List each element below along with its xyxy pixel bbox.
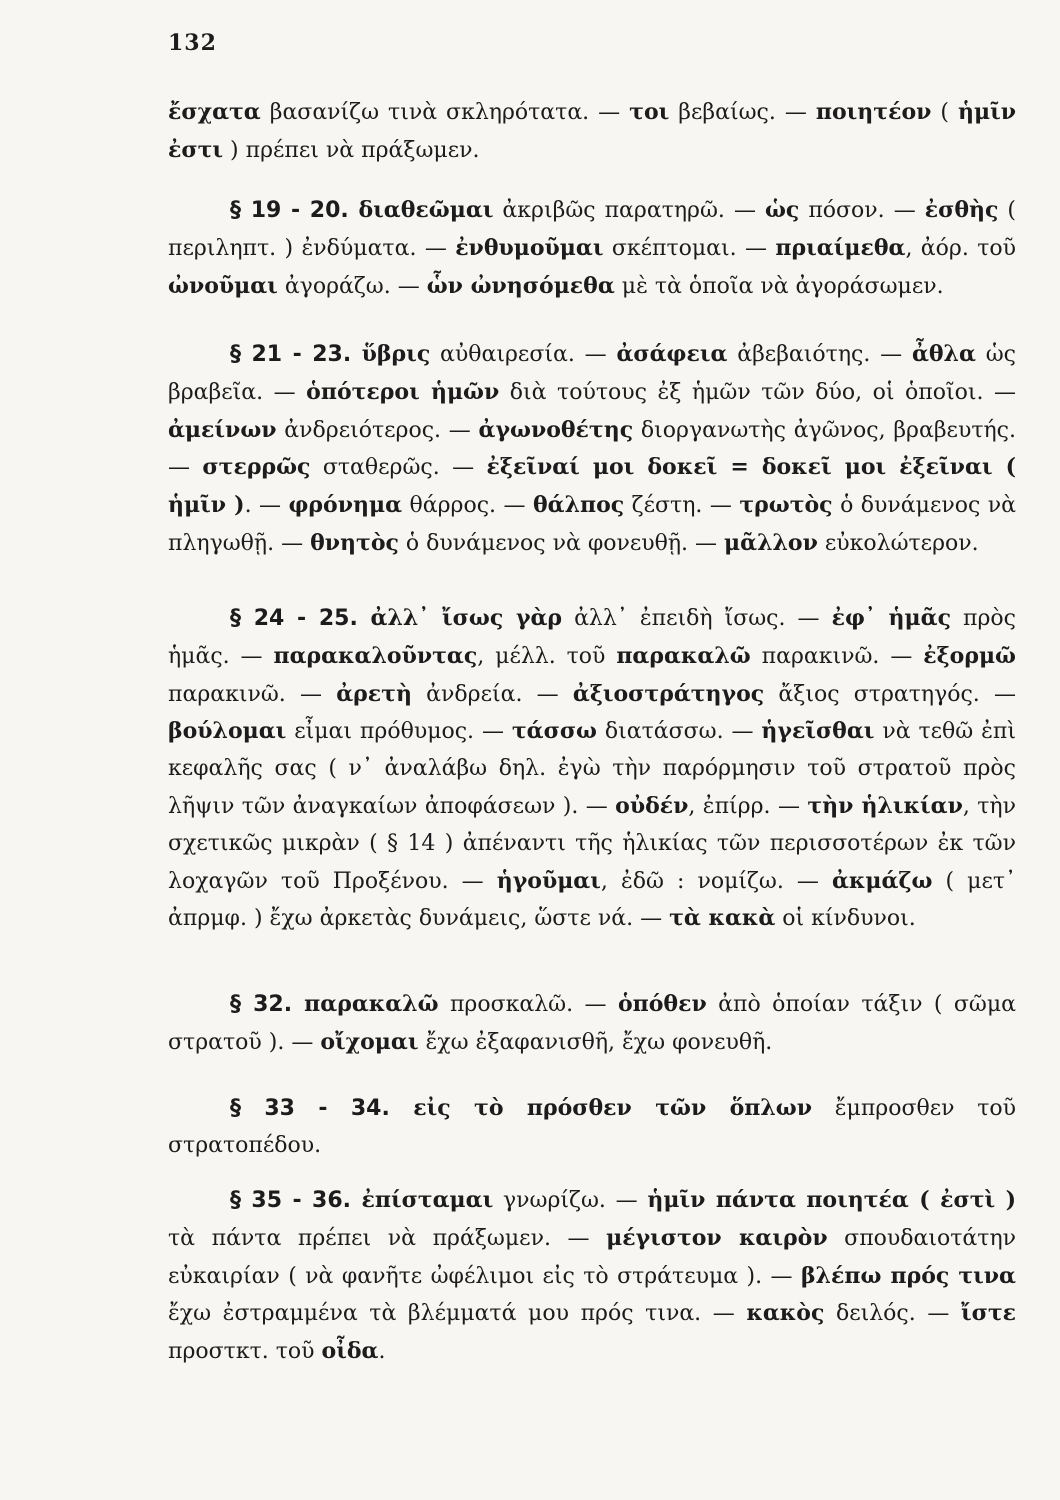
glossary-term: τὴν ἡλικίαν bbox=[807, 792, 963, 819]
page-number: 132 bbox=[168, 30, 217, 56]
glossary-term: ὠνοῦμαι bbox=[168, 272, 278, 299]
glossary-term: βλέπω πρός τινα bbox=[800, 1262, 1016, 1289]
glossary-term: ἀμείνων bbox=[168, 416, 277, 443]
glossary-term: ὁπότεροι ἡμῶν bbox=[306, 378, 500, 405]
glossary-term: τὰ κακὰ bbox=[669, 905, 776, 932]
gloss-text: ( bbox=[931, 100, 958, 125]
glossary-term: διαθεῶμαι bbox=[358, 197, 494, 223]
gloss-text: ζέστη. — bbox=[624, 493, 740, 519]
gloss-text: . bbox=[378, 1339, 386, 1365]
gloss-text: ( περιληπτ. ) ἐνδύματα. — bbox=[168, 198, 1016, 261]
gloss-text: , τὴν σχετικῶς μικρὰν ( § 14 ) ἀπέναντι τῆς ἡλικίας τῶν περισσοτέρων ἐκ τῶν λοχαγῶν τοῦ Προξένου. — bbox=[168, 793, 1016, 894]
glossary-term: στερρῶς bbox=[202, 454, 311, 481]
glossary-term: ἐφ᾽ ἡμᾶς bbox=[831, 605, 951, 631]
glossary-term: τοι bbox=[629, 99, 670, 125]
gloss-text: γνωρίζω. — bbox=[493, 1188, 648, 1213]
glossary-term: τρωτὸς bbox=[739, 492, 833, 519]
gloss-text: ἀβεβαιότης. — bbox=[727, 342, 912, 367]
gloss-text: ἄξιος στρατηγός. — bbox=[764, 681, 1017, 707]
glossary-term: ἐνθυμοῦμαι bbox=[455, 234, 604, 261]
glossary-paragraph bbox=[168, 336, 1016, 563]
glossary-paragraph bbox=[168, 600, 1016, 938]
gloss-text: πρὸς ἡμᾶς. — bbox=[168, 606, 1016, 669]
glossary-term: ὧν ὠνησόμεθα bbox=[426, 272, 615, 299]
gloss-text: ἔχω ἐστραμμένα τὰ βλέμματά μου πρός τινα. — bbox=[168, 1301, 747, 1327]
glossary-paragraph bbox=[168, 94, 1016, 170]
gloss-text: διὰ τούτους ἐξ ἡμῶν τῶν δύο, οἱ ὁποῖοι. — bbox=[499, 379, 1017, 405]
glossary-term: πριαίμεθα bbox=[775, 234, 906, 261]
gloss-text: ὁ δυνάμενος νὰ πληγωθῇ. — bbox=[168, 493, 1016, 556]
glossary-term: παρακαλοῦντας bbox=[273, 642, 478, 669]
gloss-text: σπουδαιοτάτην εὐκαιρίαν ( νὰ φανῆτε ὠφέλιμοι εἰς τὸ στράτευμα ). — bbox=[168, 1225, 1016, 1289]
glossary-term: ἀξιοστράτηγος bbox=[572, 680, 765, 707]
gloss-text: νὰ τεθῶ ἐπὶ κεφαλῆς σας ( ν᾽ ἀναλάβω δηλ. ἐγὼ τὴν παρόρμησιν τοῦ στρατοῦ πρὸς λῆψιν τῶν ἀναγκαίων ἀποφάσεων ). — bbox=[168, 719, 1017, 819]
section-number: § 35 - 36. bbox=[230, 1188, 362, 1213]
section-number: § 19 - 20. bbox=[230, 198, 359, 223]
glossary-term: ἴστε bbox=[960, 1300, 1016, 1327]
gloss-text: μὲ τὰ ὁποῖα νὰ ἀγοράσωμεν. bbox=[614, 273, 944, 299]
gloss-text: ἀγοράζω. — bbox=[277, 273, 427, 299]
gloss-text: ἀπὸ ὁποίαν τάξιν ( σῶμα στρατοῦ ). — bbox=[168, 992, 1017, 1055]
glossary-term: μᾶλλον bbox=[724, 529, 818, 556]
gloss-text: ( μετ᾽ ἀπρμφ. ) ἔχω ἀρκετὰς δυνάμεις, ὥστε νά. — bbox=[168, 868, 1017, 932]
gloss-text: ἀκριβῶς παρατηρῶ. — bbox=[493, 198, 765, 223]
glossary-term: ὡς bbox=[764, 197, 800, 223]
glossary-term: φρόνημα bbox=[288, 492, 403, 519]
gloss-text: ἔμπροσθεν τοῦ στρατοπέδου. bbox=[168, 1096, 1017, 1158]
gloss-text: σκέπτομαι. — bbox=[603, 235, 776, 261]
glossary-term: ποιητέον bbox=[815, 99, 932, 125]
gloss-text: θάρρος. — bbox=[402, 493, 533, 519]
gloss-text: εὐκολώτερον. bbox=[817, 530, 979, 556]
glossary-term: ἀρετὴ bbox=[336, 680, 412, 707]
glossary-term: εἰς τὸ πρόσθεν τῶν ὅπλων bbox=[413, 1095, 813, 1121]
section-number: § 33 - 34. bbox=[230, 1096, 414, 1121]
gloss-text: βασανίζω τινὰ σκληρότατα. — bbox=[260, 100, 630, 125]
glossary-term: ἐπίσταμαι bbox=[361, 1187, 494, 1213]
gloss-text: προσκαλῶ. — bbox=[438, 992, 618, 1017]
gloss-text: σταθερῶς. — bbox=[310, 455, 487, 481]
gloss-text: διατάσσω. — bbox=[596, 719, 762, 745]
gloss-text: , ἐδῶ : νομίζω. — bbox=[600, 868, 832, 894]
glossary-paragraph bbox=[168, 986, 1016, 1062]
gloss-text: ὁ δυνάμενος νὰ φονευθῇ. — bbox=[398, 530, 725, 556]
glossary-term: κακὸς bbox=[746, 1300, 825, 1327]
gloss-text: δειλός. — bbox=[824, 1301, 961, 1327]
glossary-term: θάλπος bbox=[533, 492, 625, 519]
glossary-term: παρακαλῶ bbox=[616, 642, 751, 669]
gloss-text: ) πρέπει νὰ πράξωμεν. bbox=[223, 137, 480, 163]
glossary-term: τάσσω bbox=[511, 718, 597, 745]
gloss-text: ἀλλ᾽ ἐπειδὴ ἴσως. — bbox=[562, 606, 832, 631]
gloss-text: . — bbox=[244, 493, 289, 519]
glossary-term: ἆθλα bbox=[911, 341, 976, 367]
gloss-text: ἔχω ἐξαφανισθῆ, ἔχω φονευθῆ. bbox=[418, 1029, 773, 1055]
glossary-term: ὁπόθεν bbox=[617, 991, 707, 1017]
section-number: § 32. bbox=[230, 992, 305, 1017]
glossary-term: οὐδέν bbox=[615, 792, 689, 819]
glossary-term: ἀσάφεια bbox=[616, 341, 728, 367]
glossary-paragraph bbox=[168, 192, 1016, 305]
glossary-paragraph bbox=[168, 1182, 1016, 1371]
gloss-text: , μέλλ. τοῦ bbox=[477, 643, 617, 669]
glossary-term: οἶδα bbox=[321, 1338, 379, 1365]
gloss-text: ὡς βραβεῖα. — bbox=[168, 342, 1017, 405]
glossary-term: παρακαλῶ bbox=[304, 991, 439, 1017]
glossary-term: οἴχομαι bbox=[320, 1028, 419, 1055]
glossary-term: θνητὸς bbox=[310, 529, 399, 556]
section-number: § 21 - 23. bbox=[230, 342, 362, 367]
gloss-text: τὰ πάντα πρέπει νὰ πράξωμεν. — bbox=[168, 1225, 607, 1251]
glossary-term: ἐξεῖναί μοι δοκεῖ = δοκεῖ μοι ἐξεῖναι ( ἡμῖν ) bbox=[168, 454, 1017, 519]
glossary-paragraph bbox=[168, 1090, 1016, 1165]
glossary-term: ἐσθὴς bbox=[924, 197, 999, 223]
gloss-text: παρακινῶ. — bbox=[750, 643, 924, 669]
gloss-text: διοργανωτὴς ἀγῶνος, βραβευτής. — bbox=[168, 417, 1016, 481]
glossary-term: ἡγεῖσθαι bbox=[761, 718, 875, 745]
glossary-term: βούλομαι bbox=[168, 718, 287, 745]
gloss-text: , ἐπίρρ. — bbox=[688, 793, 808, 819]
glossary-term: ἀκμάζω bbox=[832, 867, 933, 894]
glossary-term: ἡμῖν ἐστι bbox=[168, 99, 1016, 163]
glossary-term: ὕβρις bbox=[361, 341, 431, 367]
glossary-term: ἡγοῦμαι bbox=[496, 867, 601, 894]
gloss-text: , ἀόρ. τοῦ bbox=[905, 235, 1016, 261]
gloss-text: προστκτ. τοῦ bbox=[168, 1339, 322, 1365]
glossary-term: ἀλλ᾽ ἴσως γὰρ bbox=[370, 605, 563, 631]
glossary-term: ἡμῖν πάντα ποιητέα ( ἐστὶ ) bbox=[647, 1187, 1017, 1213]
glossary-term: μέγιστον καιρὸν bbox=[606, 1224, 828, 1251]
glossary-term: ἐξορμῶ bbox=[923, 642, 1016, 669]
gloss-text: ἀνδρειότερος. — bbox=[276, 417, 479, 443]
gloss-text: οἱ κίνδυνοι. bbox=[775, 906, 916, 932]
gloss-text: εἶμαι πρόθυμος. — bbox=[286, 719, 512, 745]
gloss-text: αὐθαιρεσία. — bbox=[430, 342, 617, 367]
glossary-term: ἀγωνοθέτης bbox=[478, 416, 634, 443]
gloss-text: βεβαίως. — bbox=[669, 100, 816, 125]
gloss-text: ἀνδρεία. — bbox=[411, 681, 573, 707]
glossary-term: ἔσχατα bbox=[168, 99, 261, 125]
gloss-text: παρακινῶ. — bbox=[168, 681, 337, 707]
section-number: § 24 - 25. bbox=[230, 606, 371, 631]
gloss-text: πόσον. — bbox=[799, 198, 925, 223]
